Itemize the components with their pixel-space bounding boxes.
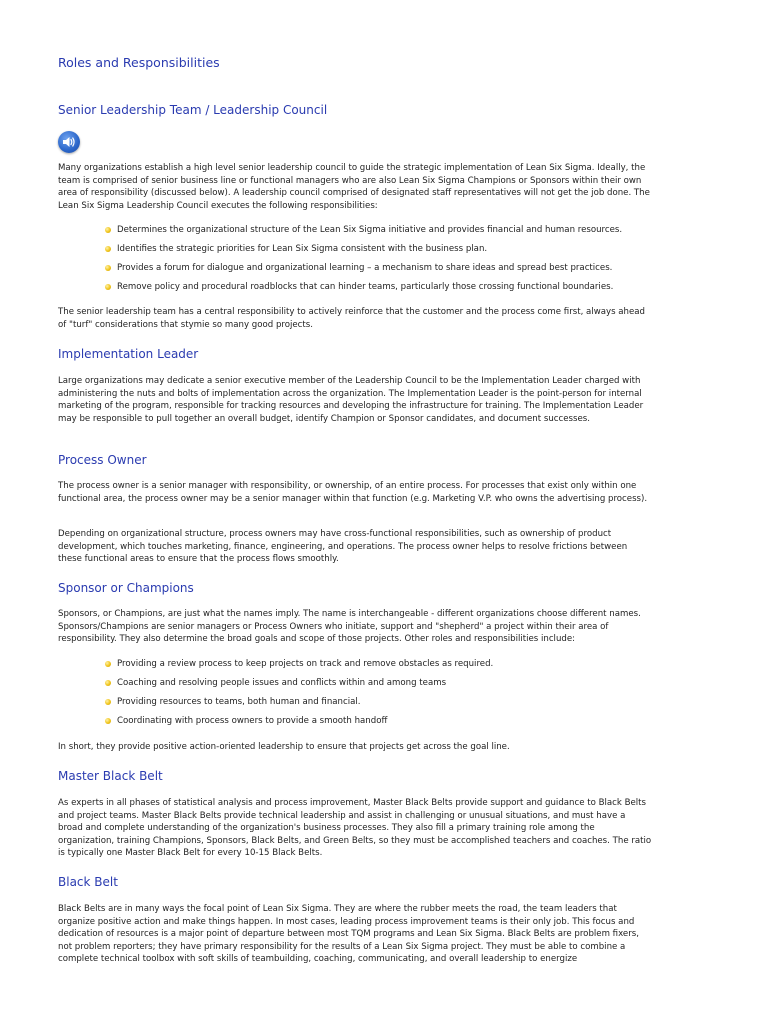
master-black-belt-body: As experts in all phases of statistical analysis and process improvement, Master Black Belts provide support and guidance to Black Belts and project teams. Master Black Belts provide technical leadership and assist in challenging or unusual situations, and must have a broad and complete understanding of the organization's business processes. They also fill a primary training role among the organization, training Champions, Sponsors, Black Belts, and Green Belts, so they must be accomplished teachers and coaches. The ratio is typically one Master Black Belt for every 10-15 Black Belts.	[58, 798, 652, 859]
list-item: Remove policy and procedural roadblocks that can hinder teams, particularly those crossing functional boundaries.	[105, 281, 645, 300]
leadership-intro: Many organizations establish a high level senior leadership council to guide the strategic implementation of Lean Six Sigma. Ideally, the team is comprised of senior business line or functional managers who are also Lean Six Sigma Champions or Sponsors within their own area of responsibility (discussed below). A leadership council comprised of designated staff representatives will not get the job done. The Lean Six Sigma Leadership Council executes the following responsibilities:	[58, 163, 650, 211]
list-item: Providing a review process to keep projects on track and remove obstacles as required.	[105, 658, 645, 677]
page-title: Roles and Responsibilities	[58, 55, 220, 70]
leadership-bullet-list	[105, 224, 645, 300]
bullet-icon	[105, 265, 111, 271]
list-item: Provides a forum for dialogue and organizational learning – a mechanism to share ideas and spread best practices.	[105, 262, 645, 281]
bullet-icon	[105, 661, 111, 667]
list-item: Determines the organizational structure of the Lean Six Sigma initiative and provides financial and human resources.	[105, 224, 645, 243]
audio-play-button[interactable]	[58, 131, 80, 153]
bullet-icon	[105, 718, 111, 724]
list-item: Providing resources to teams, both human and financial.	[105, 696, 645, 715]
list-item: Identifies the strategic priorities for Lean Six Sigma consistent with the business plan.	[105, 243, 645, 262]
section-heading-leadership: Senior Leadership Team / Leadership Council	[58, 103, 328, 117]
section-heading-master-black-belt: Master Black Belt	[58, 769, 163, 783]
section-heading-black-belt: Black Belt	[58, 875, 118, 889]
list-item: Coaching and resolving people issues and conflicts within and among teams	[105, 677, 645, 696]
leadership-closing: The senior leadership team has a central responsibility to actively reinforce that the customer and the process come first, always ahead of "turf" considerations that stymie so many good projects.	[58, 307, 646, 330]
list-item: Coordinating with process owners to provide a smooth handoff	[105, 715, 645, 734]
sponsor-intro: Sponsors, or Champions, are just what the names imply. The name is interchangeable - different organizations choose different names. Sponsors/Champions are senior managers or Process Owners who initiate, support and "shepherd" a project within their area of responsibility. They also determine the broad goals and scope of those projects. Other roles and responsibilities include:	[58, 609, 641, 645]
implementation-body: Large organizations may dedicate a senior executive member of the Leadership Council to be the Implementation Leader charged with administering the nuts and bolts of implementation across the organization. The Implementation Leader is the point-person for internal marketing of the program, responsible for tracking resources and developing the infrastructure for training. The Implementation Leader may be responsible to pull together an overall budget, identify Champion or Sponsor candidates, and document successes.	[58, 376, 644, 424]
section-heading-implementation: Implementation Leader	[58, 347, 199, 361]
bullet-icon	[105, 680, 111, 686]
speaker-icon	[62, 136, 76, 148]
black-belt-body: Black Belts are in many ways the focal point of Lean Six Sigma. They are where the rubber meets the road, the team leaders that organize positive action and make things happen. In most cases, leading process improvement teams is their only job. This focus and dedication of resources is a major point of departure between most TQM programs and Lean Six Sigma. Black Belts are problem fixers, not problem reporters; they have primary responsibility for the results of a Lean Six Sigma project. They must be able to combine a complete technical toolbox with soft skills of teambuilding, coaching, communicating, and overall leadership to energize	[58, 904, 639, 965]
bullet-icon	[105, 284, 111, 290]
section-heading-process-owner: Process Owner	[58, 453, 147, 467]
section-heading-sponsor: Sponsor or Champions	[58, 581, 194, 595]
bullet-icon	[105, 699, 111, 705]
sponsor-bullet-list	[105, 658, 645, 734]
process-owner-body-1: The process owner is a senior manager with responsibility, or ownership, of an entire process. For processes that exist only within one functional area, the process owner may be a senior manager within that function (e.g. Marketing V.P. who owns the advertising process).	[58, 481, 648, 504]
bullet-icon	[105, 246, 111, 252]
bullet-icon	[105, 227, 111, 233]
sponsor-closing: In short, they provide positive action-oriented leadership to ensure that projects get across the goal line.	[58, 742, 510, 752]
process-owner-body-2: Depending on organizational structure, process owners may have cross-functional responsibilities, such as ownership of product development, which touches marketing, finance, engineering, and operations. The process owner helps to resolve frictions between these functional areas to ensure that the process flows smoothly.	[58, 529, 628, 565]
